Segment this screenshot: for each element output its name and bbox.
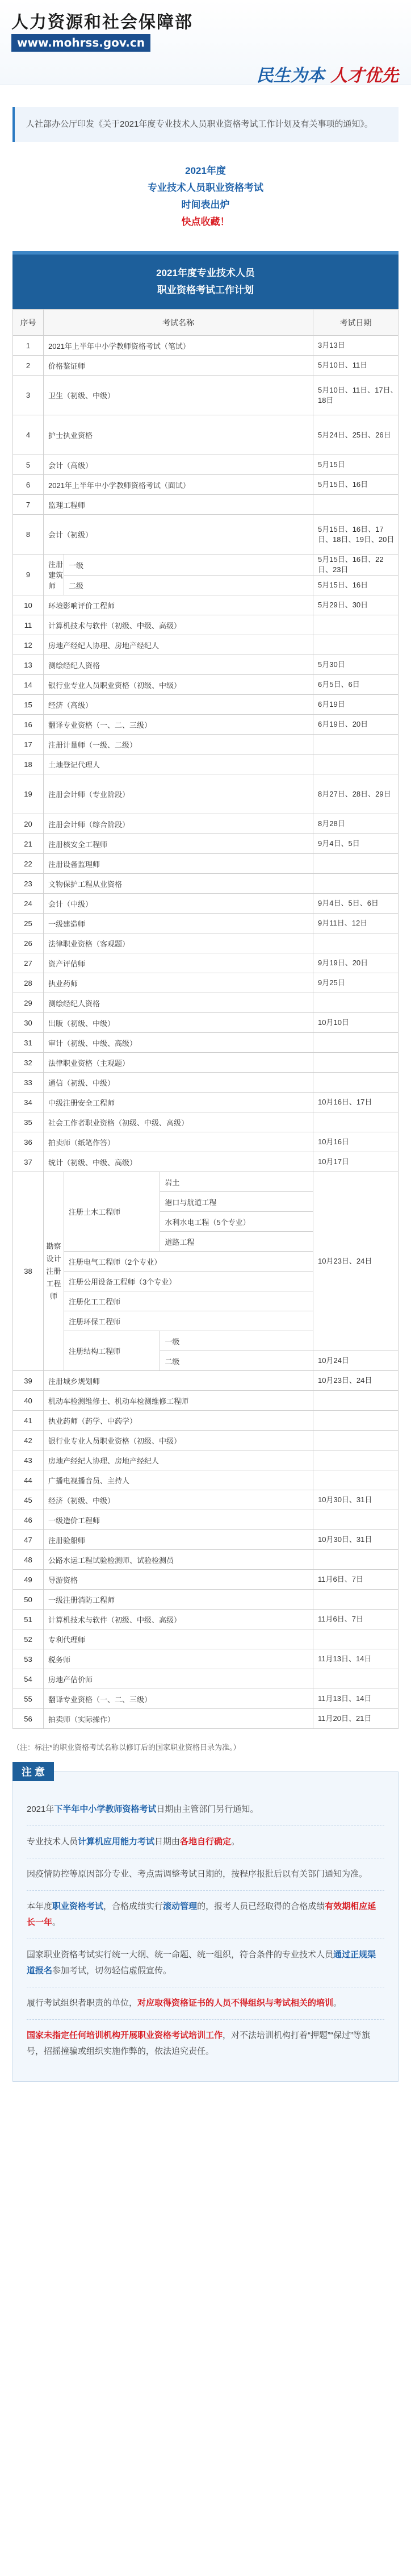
- exam-name: 注册会计师（综合阶段）: [44, 814, 313, 834]
- table-row: [13, 1152, 399, 1172]
- row-number: 36: [13, 1132, 44, 1152]
- table-row: [13, 854, 399, 874]
- slogan-part-a: 民生为本: [256, 66, 325, 86]
- row-number: 33: [13, 1073, 44, 1093]
- exam-name: 广播电视播音员、主持人: [44, 1470, 313, 1490]
- exam-name: 文物保护工程从业资格: [44, 874, 313, 894]
- exam-name: 计算机技术与软件（初级、中级、高级）: [44, 1610, 313, 1629]
- row-number: 11: [13, 615, 44, 635]
- exam-name: 2021年上半年中小学教师资格考试（面试）: [44, 475, 313, 495]
- table-row: [13, 475, 399, 495]
- exam-date: 5月10日、11日: [313, 356, 399, 376]
- table-row: [13, 1053, 399, 1073]
- exam-name: 房地产经纪人协理、房地产经纪人: [44, 635, 313, 655]
- exam-name: 拍卖师（实际操作）: [44, 1709, 313, 1729]
- table-row: [13, 1689, 399, 1709]
- table-row: [13, 894, 399, 914]
- exam-date: 10月23日、24日: [313, 1172, 399, 1351]
- table-row: [13, 1550, 399, 1570]
- slogan: [257, 61, 399, 86]
- row-number: 56: [13, 1709, 44, 1729]
- exam-name: 计算机技术与软件（初级、中级、高级）: [44, 615, 313, 635]
- table-row: [13, 814, 399, 834]
- row-number: 30: [13, 1013, 44, 1033]
- row-number: 51: [13, 1610, 44, 1629]
- text-emph: 下半年中小学教师资格考试: [54, 1804, 157, 1814]
- exam-date: 10月24日: [313, 1351, 399, 1371]
- row-number: 4: [13, 415, 44, 455]
- text: 国家职业资格考试实行统一大纲、统一命题、统一组织，符合条件的专业技术人员: [27, 1950, 334, 1960]
- exam-date: 5月10日、11日、17日、18日: [313, 376, 399, 415]
- text-emph: 对应取得资格证书的人员不得组织与考试相关的培训: [137, 1998, 334, 2008]
- logo-url[interactable]: www.mohrss.gov.cn: [11, 34, 150, 52]
- table-row: [13, 1590, 399, 1610]
- table-title: [12, 251, 399, 309]
- row-number: 27: [13, 953, 44, 973]
- exam-name: 房地产估价师: [44, 1669, 313, 1689]
- announce-year: 2021年度: [185, 165, 226, 176]
- text: ，对不法培训机构打着“押题”“保过”等旗号，招摇撞骗或组织实施作弊的，依法追究责任。: [27, 2031, 370, 2056]
- exam-name: 税务师: [44, 1649, 313, 1669]
- table-row: [13, 1510, 399, 1530]
- row-number: 25: [13, 914, 44, 933]
- row-number: 12: [13, 635, 44, 655]
- exam-date: 10月23日、24日: [313, 1371, 399, 1391]
- announce-line2: 时间表出炉: [181, 199, 230, 210]
- table-row: [13, 755, 399, 774]
- exam-date: [313, 1629, 399, 1649]
- exam-date: 5月30日: [313, 655, 399, 675]
- exam-group: 注册化工工程师: [64, 1291, 313, 1311]
- attention-item: [27, 1987, 384, 2020]
- exam-date: [313, 1550, 399, 1570]
- exam-date: 6月19日、20日: [313, 715, 399, 735]
- exam-date: 11月6日、7日: [313, 1570, 399, 1590]
- table-row: [13, 336, 399, 356]
- text: 。: [52, 1918, 61, 1927]
- table-row: [13, 1450, 399, 1470]
- table-row: [13, 1411, 399, 1431]
- table-row: [13, 356, 399, 376]
- exam-date: 10月30日、31日: [313, 1490, 399, 1510]
- schedule-table: [12, 309, 399, 1729]
- exam-date: [313, 1431, 399, 1450]
- exam-date: 5月15日: [313, 455, 399, 475]
- exam-name: 土地登记代理人: [44, 755, 313, 774]
- row-number: 35: [13, 1112, 44, 1132]
- row-number: 55: [13, 1689, 44, 1709]
- exam-date: 10月17日: [313, 1152, 399, 1172]
- attention-item: [27, 1794, 384, 1826]
- exam-name: 公路水运工程试验检测师、试验检测员: [44, 1550, 313, 1570]
- exam-name: 法律职业资格（主观题）: [44, 1053, 313, 1073]
- col-header-date: 考试日期: [313, 310, 399, 336]
- table-row: [13, 914, 399, 933]
- exam-name: 注册会计师（专业阶段）: [44, 774, 313, 814]
- exam-name: 机动车检测维修士、机动车检测维修工程师: [44, 1391, 313, 1411]
- row-number: 44: [13, 1470, 44, 1490]
- row-number: 6: [13, 475, 44, 495]
- exam-name: 审计（初级、中级、高级）: [44, 1033, 313, 1053]
- announcement: [0, 162, 411, 231]
- table-row: [13, 1610, 399, 1629]
- exam-name: 环境影响评价工程师: [44, 595, 313, 615]
- table-row: [13, 1470, 399, 1490]
- row-number: 43: [13, 1450, 44, 1470]
- col-header-name: 考试名称: [44, 310, 313, 336]
- intro-paragraph: 人社部办公厅印发《关于2021年度专业技术人员职业资格考试工作计划及有关事项的通知》。: [12, 107, 399, 142]
- exam-date: 5月15日、16日、22日、23日: [313, 555, 399, 576]
- row-number: 21: [13, 834, 44, 854]
- table-row: [13, 515, 399, 555]
- row-number: 29: [13, 993, 44, 1013]
- table-row: [13, 695, 399, 715]
- table-row: [13, 1073, 399, 1093]
- table-row: [13, 735, 399, 755]
- exam-schedule: [12, 251, 399, 1729]
- table-row: [13, 973, 399, 993]
- exam-name: 会计（高级）: [44, 455, 313, 475]
- text: 。: [333, 1998, 342, 2008]
- exam-date: 5月15日、16日: [313, 475, 399, 495]
- row-number: 24: [13, 894, 44, 914]
- text: 专业技术人员: [27, 1837, 78, 1846]
- row-number: 49: [13, 1570, 44, 1590]
- exam-name: 监理工程师: [44, 495, 313, 515]
- exam-date: 10月10日: [313, 1013, 399, 1033]
- exam-name: 执业药师（药学、中药学）: [44, 1411, 313, 1431]
- table-row: [13, 834, 399, 854]
- row-number: 16: [13, 715, 44, 735]
- row-number: 9: [13, 555, 44, 595]
- exam-date: [313, 1510, 399, 1530]
- exam-date: 5月29日、30日: [313, 595, 399, 615]
- row-number: 15: [13, 695, 44, 715]
- row-number: 34: [13, 1093, 44, 1112]
- exam-date: 9月11日、12日: [313, 914, 399, 933]
- exam-name: 卫生（初级、中级）: [44, 376, 313, 415]
- row-number: 5: [13, 455, 44, 475]
- table-row: [13, 495, 399, 515]
- exam-date: 11月13日、14日: [313, 1649, 399, 1669]
- row-number: 10: [13, 595, 44, 615]
- text-emph: 计算机应用能力考试: [78, 1837, 155, 1846]
- site-header: [0, 0, 411, 85]
- text-emph: 国家未指定任何培训机构开展职业资格考试培训工作: [27, 2031, 223, 2040]
- exam-date: 11月13日、14日: [313, 1689, 399, 1709]
- exam-group: 注册电气工程师（2个专业）: [64, 1252, 313, 1272]
- exam-name: 注册核安全工程师: [44, 834, 313, 854]
- table-row: [13, 1093, 399, 1112]
- attention-item: 因疫情防控等原因部分专业、考点需调整考试日期的，按程序报批后以有关部门通知为准。: [27, 1858, 384, 1891]
- row-number: 54: [13, 1669, 44, 1689]
- exam-date: [313, 854, 399, 874]
- exam-subname: 水利水电工程（5个专业）: [160, 1212, 313, 1232]
- row-number: 3: [13, 376, 44, 415]
- attention-item: [27, 1826, 384, 1858]
- exam-date: 9月25日: [313, 973, 399, 993]
- exam-subname: 一级: [64, 555, 313, 576]
- exam-name: 经济（高级）: [44, 695, 313, 715]
- exam-name: 翻译专业资格（一、二、三级）: [44, 1689, 313, 1709]
- table-row: [13, 874, 399, 894]
- exam-name: 一级注册消防工程师: [44, 1590, 313, 1610]
- text: 本年度: [27, 1902, 53, 1911]
- text: 履行考试组织者职责的单位，: [27, 1998, 138, 2008]
- announce-line3: 快点收藏！: [181, 216, 230, 227]
- exam-name: 出版（初级、中级）: [44, 1013, 313, 1033]
- table-row: [13, 655, 399, 675]
- exam-group: 注册环保工程师: [64, 1311, 313, 1331]
- table-row: [13, 455, 399, 475]
- attention-item: [27, 2020, 384, 2068]
- table-row: [13, 1013, 399, 1033]
- row-number: 32: [13, 1053, 44, 1073]
- row-number: 8: [13, 515, 44, 555]
- table-row: [13, 993, 399, 1013]
- schedule-body: [13, 336, 399, 1729]
- slogan-part-b: 人才优先: [330, 66, 399, 86]
- exam-date: 6月5日、6日: [313, 675, 399, 695]
- text: ，合格成绩实行: [103, 1902, 163, 1911]
- attention-tag: 注 意: [12, 1762, 54, 1781]
- row-number: 22: [13, 854, 44, 874]
- row-number: 46: [13, 1510, 44, 1530]
- text: 2021年: [27, 1804, 54, 1814]
- table-row: [13, 1669, 399, 1689]
- announce-line1: 专业技术人员职业资格考试: [148, 182, 263, 193]
- exam-date: 10月16日、17日: [313, 1093, 399, 1112]
- exam-date: [313, 1450, 399, 1470]
- table-row: [13, 1649, 399, 1669]
- table-row: [13, 1033, 399, 1053]
- exam-name: 银行业专业人员职业资格（初级、中级）: [44, 1431, 313, 1450]
- exam-date: 9月4日、5日: [313, 834, 399, 854]
- exam-name: 一级造价工程师: [44, 1510, 313, 1530]
- exam-date: 5月15日、16日: [313, 576, 399, 595]
- attention-item: [27, 1891, 384, 1939]
- exam-group: 注册公用设备工程师（3个专业）: [64, 1272, 313, 1291]
- table-row: [13, 715, 399, 735]
- exam-name: 执业药师: [44, 973, 313, 993]
- exam-subname: 一级: [160, 1331, 313, 1351]
- row-number: 47: [13, 1530, 44, 1550]
- exam-name: 会计（初级）: [44, 515, 313, 555]
- logo-title: 人力资源和社会保障部: [11, 12, 193, 32]
- exam-date: [313, 993, 399, 1013]
- exam-date: 10月30日、31日: [313, 1530, 399, 1550]
- text-emph: 各地自行确定: [180, 1837, 232, 1846]
- table-title-line1: 2021年度专业技术人员: [156, 268, 255, 278]
- exam-name: 一级建造师: [44, 914, 313, 933]
- row-number: 52: [13, 1629, 44, 1649]
- row-number: 19: [13, 774, 44, 814]
- exam-date: 9月4日、5日、6日: [313, 894, 399, 914]
- row-number: 7: [13, 495, 44, 515]
- table-row: [13, 615, 399, 635]
- text: 。: [231, 1837, 240, 1846]
- exam-subname: 岩土: [160, 1172, 313, 1192]
- exam-subname: 二级: [64, 576, 313, 595]
- exam-name: 勘察设计注册工程师: [44, 1172, 64, 1371]
- exam-name: 导游资格: [44, 1570, 313, 1590]
- exam-date: [313, 1669, 399, 1689]
- exam-date: [313, 615, 399, 635]
- table-row: [13, 1172, 399, 1192]
- exam-date: [313, 1073, 399, 1093]
- table-row: [13, 1530, 399, 1550]
- table-row: [13, 1132, 399, 1152]
- exam-date: [313, 495, 399, 515]
- text-emph: 滚动管理: [163, 1902, 198, 1911]
- exam-subname: 道路工程: [160, 1232, 313, 1252]
- exam-name: 注册城乡规划师: [44, 1371, 313, 1391]
- exam-name: 会计（中级）: [44, 894, 313, 914]
- exam-date: 8月28日: [313, 814, 399, 834]
- col-header-no: 序号: [13, 310, 44, 336]
- exam-date: [313, 1033, 399, 1053]
- row-number: 13: [13, 655, 44, 675]
- exam-name: 中级注册安全工程师: [44, 1093, 313, 1112]
- table-row: [13, 376, 399, 415]
- exam-name: 注册建筑师: [44, 555, 64, 595]
- attention-item: [27, 1939, 384, 1987]
- table-row: [13, 1629, 399, 1649]
- exam-date: [313, 1391, 399, 1411]
- exam-name: 专利代理师: [44, 1629, 313, 1649]
- table-row: [13, 1112, 399, 1132]
- row-number: 20: [13, 814, 44, 834]
- exam-date: 11月6日、7日: [313, 1610, 399, 1629]
- table-row: [13, 675, 399, 695]
- exam-date: [313, 874, 399, 894]
- exam-name: 注册计量师（一级、二级）: [44, 735, 313, 755]
- text: 参加考试，切勿轻信虚假宣传。: [52, 1966, 172, 1975]
- row-number: 23: [13, 874, 44, 894]
- table-row: [13, 415, 399, 455]
- exam-group: 注册结构工程师: [64, 1331, 160, 1371]
- exam-name: 社会工作者职业资格（初级、中级、高级）: [44, 1112, 313, 1132]
- exam-name: 房地产经纪人协理、房地产经纪人: [44, 1450, 313, 1470]
- text-emph: 职业资格考试: [52, 1902, 104, 1911]
- row-number: 40: [13, 1391, 44, 1411]
- table-row: [13, 1570, 399, 1590]
- exam-name: 翻译专业资格（一、二、三级）: [44, 715, 313, 735]
- exam-name: 测绘经纪人资格: [44, 655, 313, 675]
- text-emph: 通过正规渠道报名: [27, 1950, 376, 1975]
- exam-name: 资产评估师: [44, 953, 313, 973]
- row-number: 50: [13, 1590, 44, 1610]
- exam-name: 测绘经纪人资格: [44, 993, 313, 1013]
- row-number: 45: [13, 1490, 44, 1510]
- row-number: 18: [13, 755, 44, 774]
- exam-date: [313, 755, 399, 774]
- table-row: [13, 953, 399, 973]
- text: 日期由主管部门另行通知。: [156, 1804, 259, 1814]
- exam-date: [313, 1053, 399, 1073]
- exam-date: [313, 735, 399, 755]
- table-row: [13, 1709, 399, 1729]
- text: 的，报考人员已经取得的合格成绩: [197, 1902, 325, 1911]
- exam-date: 8月27日、28日、29日: [313, 774, 399, 814]
- exam-date: 10月16日: [313, 1132, 399, 1152]
- row-number: 31: [13, 1033, 44, 1053]
- exam-name: 2021年上半年中小学教师资格考试（笔试）: [44, 336, 313, 356]
- exam-name: 注册设备监理师: [44, 854, 313, 874]
- table-row: [13, 933, 399, 953]
- row-number: 48: [13, 1550, 44, 1570]
- table-row: [13, 1490, 399, 1510]
- exam-name: 护士执业资格: [44, 415, 313, 455]
- exam-name: 通信（初级、中级）: [44, 1073, 313, 1093]
- row-number: 17: [13, 735, 44, 755]
- exam-group: 注册土木工程师: [64, 1172, 160, 1252]
- exam-date: 5月15日、16日、17日、18日、19日、20日: [313, 515, 399, 555]
- table-row: [13, 635, 399, 655]
- row-number: 39: [13, 1371, 44, 1391]
- text: 日期由: [154, 1837, 181, 1846]
- exam-date: [313, 1470, 399, 1490]
- exam-subname: 港口与航道工程: [160, 1192, 313, 1212]
- table-title-line2: 职业资格考试工作计划: [157, 285, 254, 295]
- row-number: 53: [13, 1649, 44, 1669]
- table-row: [13, 774, 399, 814]
- exam-subname: 二级: [160, 1351, 313, 1371]
- table-row: [13, 555, 399, 576]
- exam-date: [313, 1411, 399, 1431]
- exam-date: [313, 635, 399, 655]
- exam-date: 11月20日、21日: [313, 1709, 399, 1729]
- row-number: 26: [13, 933, 44, 953]
- row-number: 14: [13, 675, 44, 695]
- row-number: 1: [13, 336, 44, 356]
- table-row: [13, 1371, 399, 1391]
- exam-date: [313, 933, 399, 953]
- exam-date: 3月13日: [313, 336, 399, 356]
- row-number: 42: [13, 1431, 44, 1450]
- exam-date: 5月24日、25日、26日: [313, 415, 399, 455]
- exam-name: 经济（初级、中级）: [44, 1490, 313, 1510]
- exam-date: [313, 1590, 399, 1610]
- row-number: 2: [13, 356, 44, 376]
- exam-date: [313, 1112, 399, 1132]
- table-row: [13, 1391, 399, 1411]
- table-row: [13, 1431, 399, 1450]
- table-row: [13, 595, 399, 615]
- exam-name: 价格鉴证师: [44, 356, 313, 376]
- exam-name: 银行业专业人员职业资格（初级、中级）: [44, 675, 313, 695]
- row-number: 37: [13, 1152, 44, 1172]
- row-number: 38: [13, 1172, 44, 1371]
- text-emph: 有效期相应延长一年: [27, 1902, 376, 1927]
- exam-name: 统计（初级、中级、高级）: [44, 1152, 313, 1172]
- row-number: 41: [13, 1411, 44, 1431]
- exam-date: 6月19日: [313, 695, 399, 715]
- exam-name: 注册验船师: [44, 1530, 313, 1550]
- exam-name: 法律职业资格（客观题）: [44, 933, 313, 953]
- attention-box: [12, 1766, 399, 2082]
- footnote: （注：标注*的职业资格考试名称以修订后的国家职业资格目录为准。）: [12, 1743, 241, 1752]
- exam-date: 9月19日、20日: [313, 953, 399, 973]
- row-number: 28: [13, 973, 44, 993]
- table-row: [13, 576, 399, 595]
- exam-name: 拍卖师（纸笔作答）: [44, 1132, 313, 1152]
